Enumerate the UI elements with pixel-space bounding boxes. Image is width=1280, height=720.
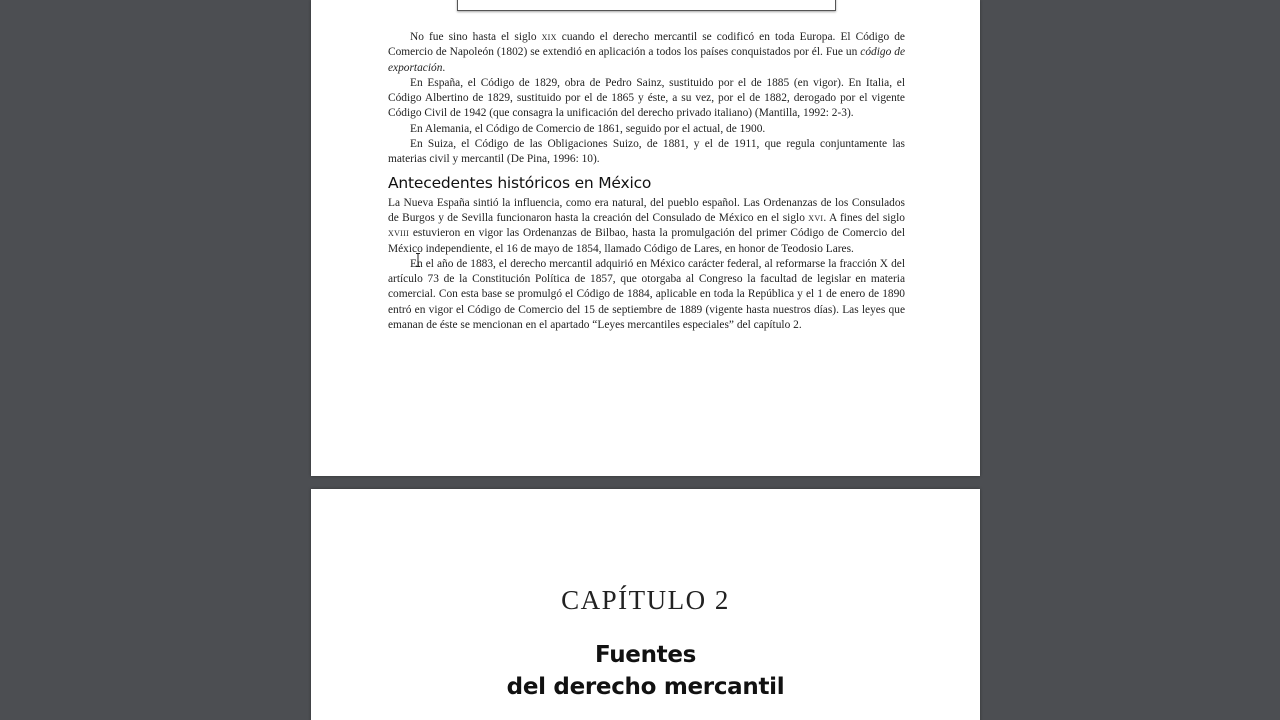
text-run: La Nueva España sintió la influencia, como era natural, del pueblo español. Las Ordenanzas de los Consulados de Burgos y de Sevilla funcionaron hasta la creación del Consulado de México en el siglo [388,196,905,224]
paragraph-germany: En Alemania, el Código de Comercio de 1861, seguido por el actual, de 1900. [410,122,766,135]
chapter-label: CAPÍTULO 2 [561,585,730,615]
chapter-title [311,639,980,703]
text-run: . A fines del siglo [823,211,905,224]
text-run: estuvieron en vigor las Ordenanzas de Bilbao, hasta la promulgación del primer Código de Comercio del México independiente, el 16 de mayo de 1854, llamado Código de Lares, en honor de Teodosio Lares. [388,227,905,255]
figure-frame-edge [457,0,836,11]
paragraph-new-spain [388,196,905,257]
paragraph-federal-character: En el año de 1883, el derecho mercantil adquirió en México carácter federal, al reformarse la fracción X del artículo 73 de la Constitución Política de 1857, que otorgaba al Congreso la facultad de legislar en materia comercial. Con esta base se promulgó el Código de 1884, aplicable en toda la República y el 1 de enero de 1890 entró en vigor el Código de Comercio del 15 de septiembre de 1889 (vigente hasta nuestros días). Las leyes que emanan de éste se mencionan en el apartado “Leyes mercantiles especiales” del capítulo 2. [388,257,905,332]
century-numeral: xix [541,31,557,43]
text-run: cuando el derecho mercantil se codificó en toda Europa. El Código de Comercio de Napoleón (1802) se extendió en aplicación a todos los países conquistados por él. Fue un [388,31,905,59]
text-run: No fue sino hasta el siglo [410,31,542,43]
page-1-body [388,30,905,333]
paragraph-switzerland: En Suiza, el Código de las Obligaciones Suizo, de 1881, y el de 1911, que regula conjuntamente las materias civil y mercantil (De Pina, 1996: 10). [388,138,905,166]
century-numeral: xviii [388,227,410,240]
italic-term: código de exportación [388,46,905,74]
document-page-1 [311,0,980,476]
chapter-title-line-2: del derecho mercantil [506,674,785,700]
document-page-2 [311,489,980,720]
paragraph-codification-europe [388,30,905,76]
century-numeral: xvi [808,211,824,224]
chapter-title-line-1: Fuentes [594,642,697,668]
section-heading: Antecedentes históricos en México [388,173,652,192]
text-run: . [442,61,446,74]
paragraph-spain-italy: En España, el Código de 1829, obra de Pedro Sainz, sustituido por el de 1885 (en vigor). En Italia, el Código Albertino de 1829, sustituido por el de 1865 y éste, a su vez, por el de 1882, derogado por el vigente Código Civil de 1942 (que consagra la unificación del derecho privado italiano) (Mantilla, 1992: 2-3). [388,76,905,120]
